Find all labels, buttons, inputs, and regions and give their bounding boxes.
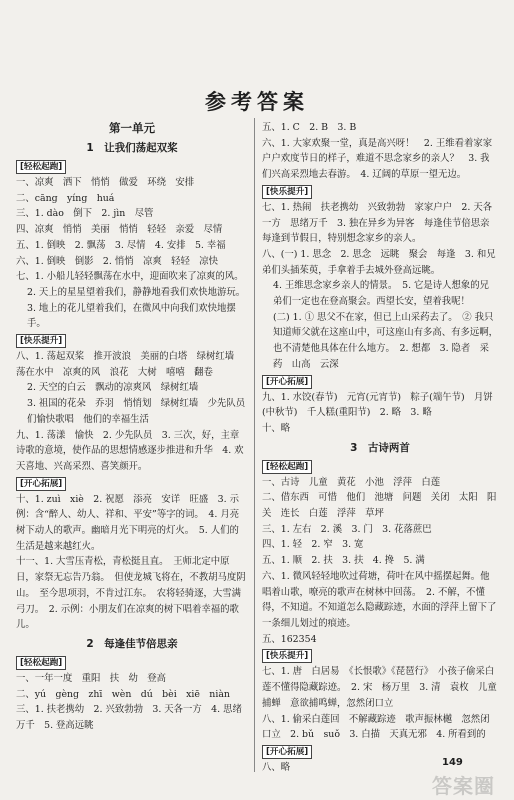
- answer-line: 六、1. 微风轻轻地吹过荷塘，荷叶在风中摇摆起舞。他唱着山歌，嘹亮的歌声在树林中回荡。 2. 不解，不懂得，不知道。不知道怎么隐藏踪迹，水面的浮萍上留下了一条细儿划过的痕迹。: [262, 570, 497, 629]
- answer-line: 二、cāng yíng huá: [16, 192, 115, 204]
- answer-line: 一、凉爽 洒下 悄悄 做爱 环绕 安排: [16, 177, 195, 188]
- lesson-1-title: 1 让我们荡起双桨: [86, 142, 178, 154]
- section-tag-happy-improve: [快乐提升]: [262, 185, 312, 199]
- section-tag-happy-improve: [快乐提升]: [16, 334, 66, 348]
- answer-line: 六、1. 倒映 倒影 2. 悄悄 凉爽 轻轻 凉快: [16, 255, 218, 267]
- answer-line: 4. 王维思念家乡亲人的情景。 5. 它是诗人想象的兄弟们一定也在登高聚会。西望长安，望着我呢！: [273, 280, 490, 308]
- lesson-2-title: 2 每逢佳节倍思亲: [86, 637, 178, 650]
- answer-line: 十、略: [262, 422, 291, 434]
- section-tag-extension: [开心拓展]: [262, 375, 312, 389]
- watermark-logo: 答案圈: [432, 774, 495, 798]
- lesson-3-title: 3 古诗两首: [350, 441, 410, 454]
- answer-line: 九、1. 荡漾 愉快 2. 少先队员 3. 三次，好，主章诗歌的意境，使作品的思想情感逐步推进和升华 4. 欢天喜地、兴高采烈、喜笑颜开。: [16, 429, 244, 472]
- answer-line: 八、(一) 1. 思念 2. 思念 远眺 聚会 每逢 3. 和兄弟们头插茱萸，手拿着手去城外登高远眺。: [262, 248, 496, 276]
- answer-line: 五、1. 顺 2. 扶 3. 扶 4. 搀 5. 满: [262, 555, 425, 567]
- column-divider: [254, 118, 255, 772]
- answer-line: 七、1. 热闹 扶老携幼 兴致勃勃 家家户户 2. 天各一方 思绪万千 3. 独在异乡为异客 每逢佳节倍思亲 每逢到节假日，特别想念家乡的亲人。: [262, 201, 499, 245]
- answer-line: 六、1. 大家欢聚一堂，真是高兴呀！ 2. 王维看着家家户户欢度节日的样子，难道不思念家乡的亲人？ 3. 我们兴高采烈地去春游。 4. 辽阔的草原一望无边。: [262, 137, 493, 181]
- answer-line: 一、一年一度 重阳 扶 幼 登高: [16, 672, 167, 684]
- answer-line: 四、1. 轻 2. 窄 3. 宽: [262, 539, 364, 551]
- answer-line: 八、1. 荡起双桨 推开波浪 美丽的白塔 绿树红墙 荡在水中 凉爽的风 浪花 大树 嘻嘻 翻卷: [16, 351, 244, 378]
- section-tag-extension: [开心拓展]: [16, 477, 66, 491]
- answer-line: 七、1. 唐 白居易 《长恨歌》《琵琶行》 小孩子偷采白莲不懂得隐藏踪迹。 2. 宋 杨万里 3. 清 袁枚 儿童捕蝉 意欲捕鸣蝉，忽然闭口立: [262, 666, 497, 709]
- unit-title: 第一单元: [109, 121, 155, 135]
- answer-line: (二) 1. ① 思父不在家，但已上山采药去了。 ② 我只知道师父就在这座山中，可这座山有多高、有多远啊，也不清楚他具体在什么地方。 2. 想都 3. 隐者 采药 山高 云深: [273, 311, 499, 370]
- answer-line: 2. 天上的星星望着我们，静静地看我们欢快地游玩。 3. 地上的花儿望着我们，在微风中向我们欢快地摆手。: [27, 286, 250, 330]
- answer-line: 一、古诗 儿童 黄花 小池 浮萍 白莲: [262, 476, 441, 488]
- section-tag-happy-improve: [快乐提升]: [262, 649, 312, 663]
- answer-line: 十一、1. 大雪压青松，青松挺且直。 王师北定中原日，家祭无忘告乃翁。 但使龙城飞将在，不教胡马度阴山。 至今思项羽，不肯过江东。 农将轻骑逐，大雪满弓刀。 2. 示例：小朋友们在凉爽的树下唱着幸福的歌儿。: [16, 556, 246, 631]
- answer-line: 三、1. dào 倒下 2. jìn 尽管: [16, 208, 154, 220]
- answer-line: 2. 天空的白云 飘动的凉爽风 绿树红墙: [27, 382, 199, 394]
- left-column: [16, 120, 248, 734]
- answer-line: 八、1. 偷采白莲回 不解藏踪迹 歌声振林樾 忽然闭口立 2. bǔ suǒ 3. 白描 天真无邪 4. 所看到的: [262, 713, 490, 741]
- answer-line: 五、1. C 2. B 3. B: [262, 122, 357, 133]
- answer-line: 三、1. 左右 2. 溪 3. 门 3. 花落蔗巴: [262, 523, 432, 535]
- answer-line: 二、yú gèng zhī wèn dú bèi xiē niàn: [16, 688, 230, 700]
- section-tag-easy-start: [轻松起跑]: [16, 656, 66, 670]
- page-number: 149: [442, 757, 463, 768]
- page-title: 参考答案: [205, 90, 309, 114]
- answer-line: 四、凉爽 悄悄 美丽 悄悄 轻轻 亲爱 尽情: [16, 224, 223, 236]
- answer-line: 五、162354: [262, 633, 317, 645]
- answer-line: 十、1. zuì xiè 2. 祝愿 添亮 安详 旺盛 3. 示例：含“醉人、幼人、祥和、平安”等字的词。 4. 月亮树下动人的歌声。幽暗月光下明亮的灯火。 5. 人们的生活是越来越红火。: [16, 493, 240, 552]
- section-tag-extension: [开心拓展]: [262, 745, 312, 759]
- answer-line: 七、1. 小船儿轻轻飘荡在水中，迎面吹来了凉爽的风。: [16, 271, 244, 283]
- answer-line: 二、借东西 可惜 他们 池塘 问题 关闭 太阳 阳关 连长 白莲 浮萍 草坪: [262, 492, 497, 520]
- section-tag-easy-start: [轻松起跑]: [262, 460, 312, 474]
- right-column: [262, 120, 498, 776]
- answer-line: 3. 祖国的花朵 乔羽 悄悄划 绿树红墙 少先队员们愉快歌唱 他们的幸福生活: [27, 398, 246, 425]
- answer-line: 三、1. 扶老携幼 2. 兴致勃勃 3. 天各一方 4. 思绪万千 5. 登高远眺: [16, 704, 242, 732]
- answer-line: 五、1. 倒映 2. 飘荡 3. 尽情 4. 安排 5. 幸福: [16, 239, 226, 251]
- answer-line: 八、略: [262, 761, 291, 773]
- section-tag-easy-start: [轻松起跑]: [16, 160, 66, 174]
- answer-line: 九、1. 水饺(春节) 元宵(元宵节) 粽子(端午节) 月饼(中秋节) 千人糕(重阳节) 2. 略 3. 略: [262, 391, 493, 419]
